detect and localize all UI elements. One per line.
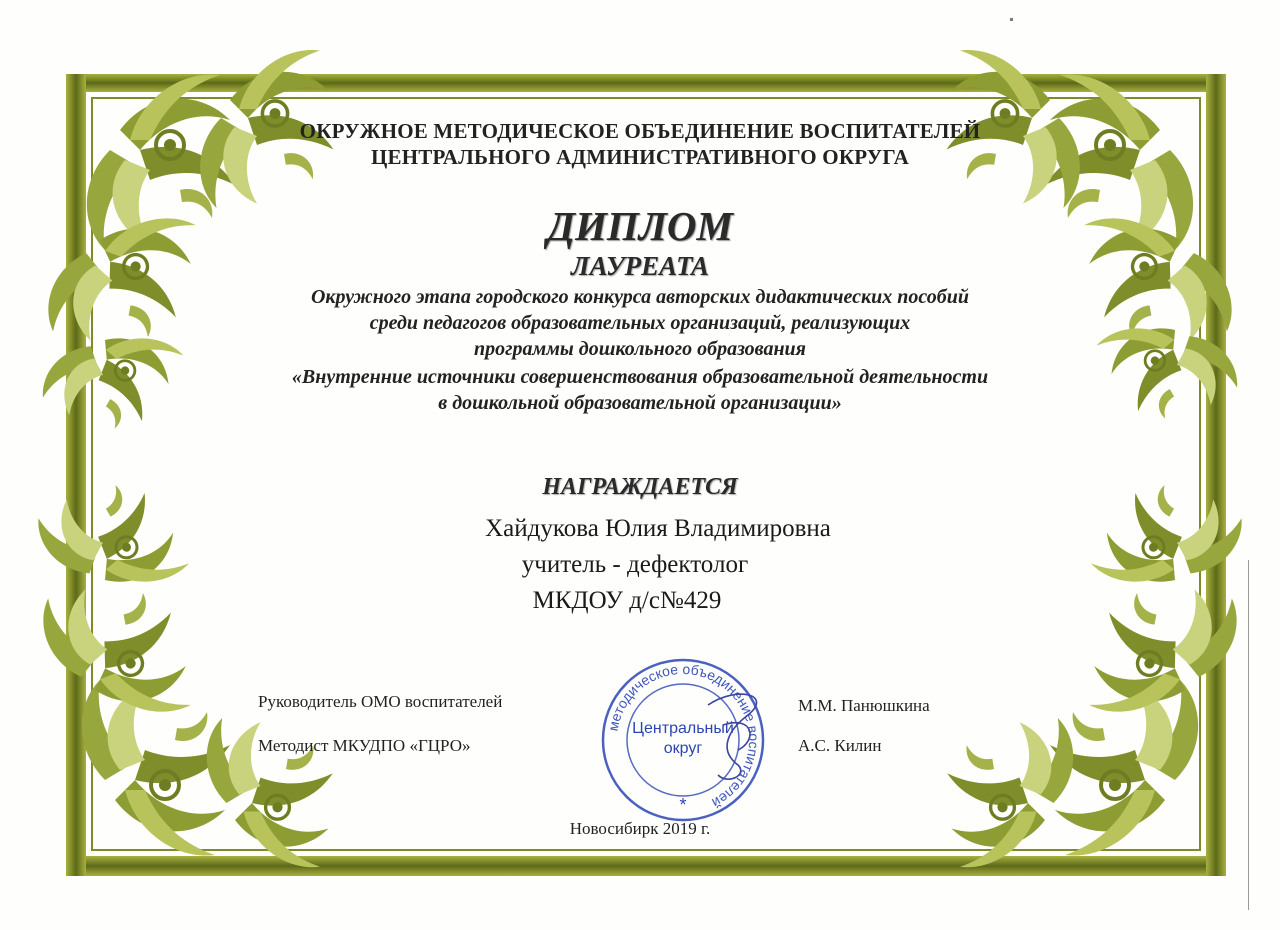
- signature-name-1: М.М. Панюшкина: [798, 696, 930, 715]
- stamp-center-line-2: округ: [663, 740, 703, 757]
- stamp-center-line-1: Центральный: [632, 720, 734, 737]
- official-stamp: [598, 655, 768, 825]
- awarded-heading: НАГРАЖДАЕТСЯ: [542, 474, 738, 500]
- diploma-subtitle: ЛАУРЕАТА: [571, 251, 709, 281]
- contest-line-1: Окружного этапа городского конкурса авторских дидактических пособий: [310, 286, 970, 308]
- stamp-ring-text: методическое объединение воспитателей: [604, 660, 763, 812]
- signature-role-2: Методист МКУДПО «ГЦРО»: [258, 736, 471, 755]
- signature-name-2: А.С. Килин: [798, 736, 882, 755]
- contest-line-2: среди педагогов образовательных организаций, реализующих: [369, 312, 911, 334]
- organization-line-2: ЦЕНТРАЛЬНОГО АДМИНИСТРАТИВНОГО ОКРУГА: [370, 145, 910, 169]
- contest-line-5: в дошкольной образовательной организации»: [438, 392, 842, 414]
- stamp-star: *: [679, 795, 687, 815]
- recipient-institution: МКДОУ д/с№429: [532, 587, 722, 614]
- signature-role-1: Руководитель ОМО воспитателей: [258, 692, 503, 711]
- contest-line-3: программы дошкольного образования: [474, 338, 806, 360]
- recipient-position: учитель - дефектолог: [521, 551, 749, 578]
- contest-line-4: «Внутренние источники совершенствования образовательной деятельности: [291, 366, 989, 388]
- diploma-title: ДИПЛОМ: [547, 203, 733, 249]
- scan-mark-top: [1010, 18, 1013, 21]
- organization-line-1: ОКРУЖНОЕ МЕТОДИЧЕСКОЕ ОБЪЕДИНЕНИЕ ВОСПИТАТЕЛЕЙ: [299, 119, 981, 143]
- place-and-year: Новосибирк 2019 г.: [569, 819, 711, 838]
- recipient-name: Хайдукова Юлия Владимировна: [485, 515, 831, 542]
